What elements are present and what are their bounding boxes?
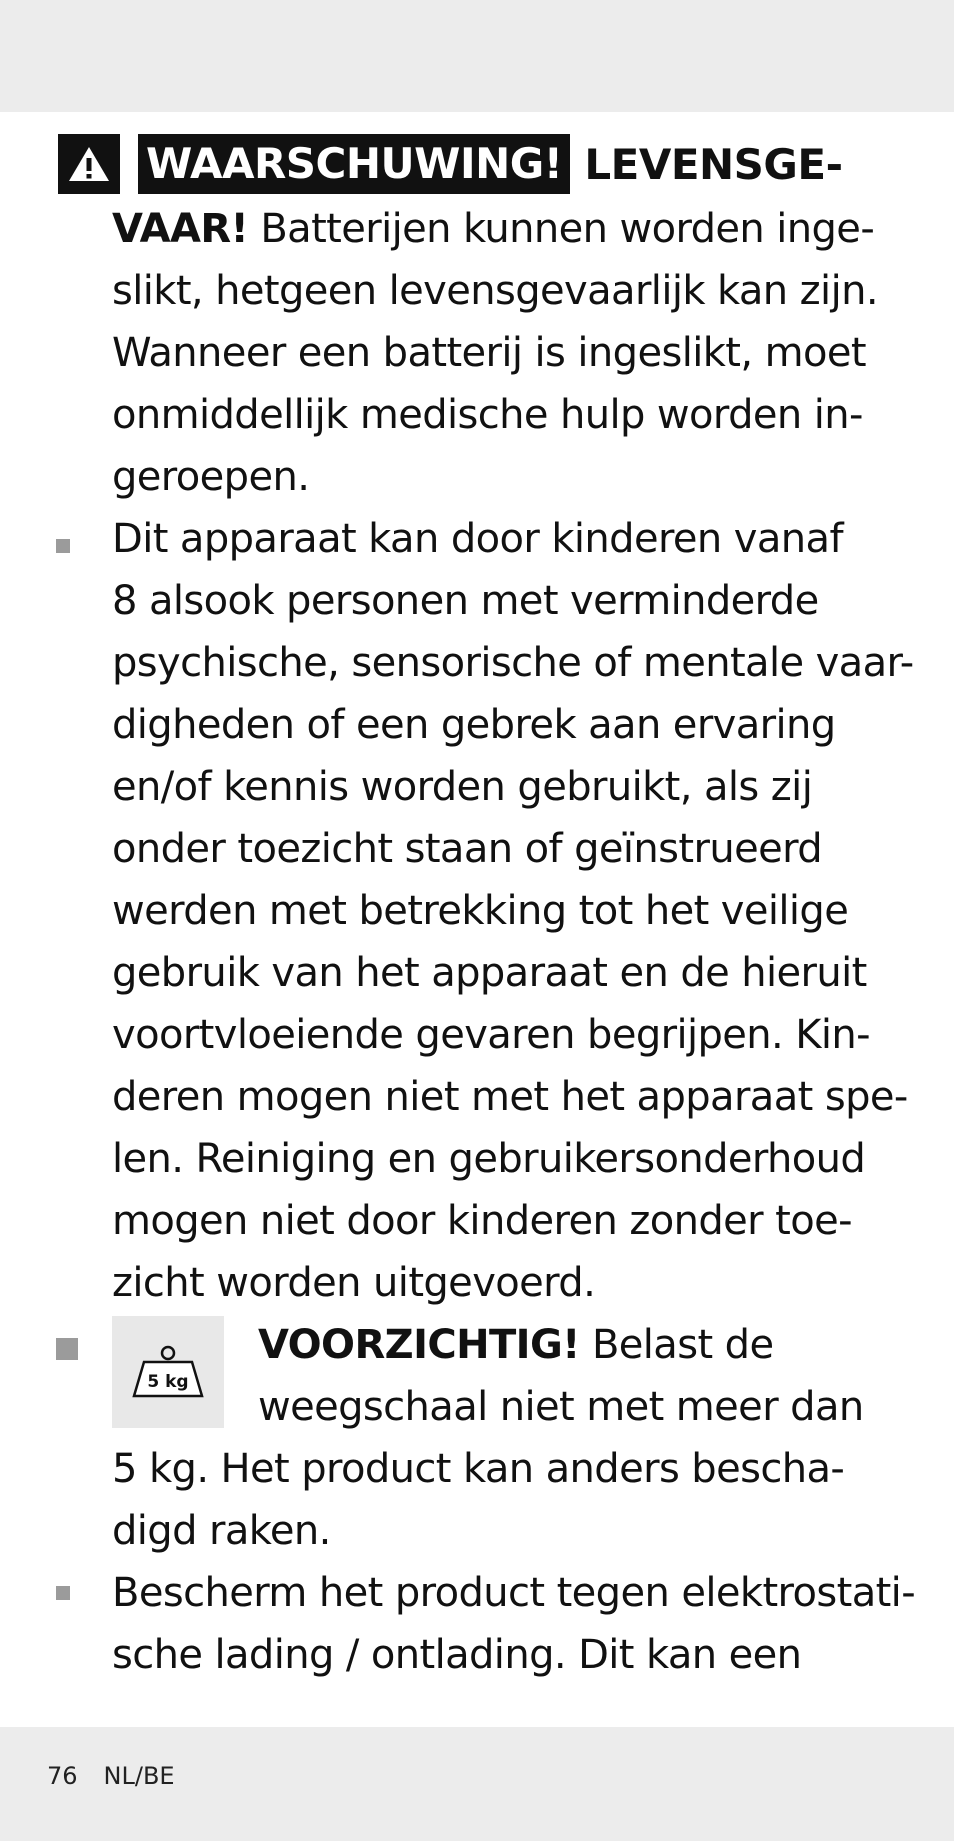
- caution-label: VOORZICHTIG!: [258, 1322, 580, 1368]
- bullet-text-line: voortvloeiende gevaren begrijpen. Kin-: [112, 1012, 871, 1058]
- warning-text-line: Wanneer een batterij is ingeslikt, moet: [112, 330, 866, 376]
- bullet-text-line: deren mogen niet met het apparaat spe-: [112, 1074, 908, 1120]
- bullet-text-line: len. Reiniging en gebruikersonderhoud: [112, 1136, 866, 1182]
- bullet-text-line: sche lading / ontlading. Dit kan een: [112, 1632, 802, 1678]
- bullet-item-children-usage: [0, 508, 954, 1314]
- warning-label: WAARSCHUWING!: [138, 134, 570, 194]
- page-footer: [47, 1762, 201, 1790]
- bullet-square-icon: [56, 539, 70, 553]
- caution-text-line: weegschaal niet met meer dan: [258, 1384, 864, 1430]
- bullet-text-line: Bescherm het product tegen elektrostati-: [112, 1570, 916, 1616]
- bullet-text-line: en/of kennis worden gebruikt, als zij: [112, 764, 813, 810]
- weight-icon-label: 5 kg: [147, 1372, 189, 1392]
- bullet-text-line: zicht worden uitgevoerd.: [112, 1260, 596, 1306]
- warning-text-line: [0, 198, 954, 260]
- page-content: [0, 130, 954, 1686]
- bullet-text-line: gebruik van het apparaat en de hieruit: [112, 950, 867, 996]
- warning-text-line: slikt, hetgeen levensgevaarlijk kan zijn.: [112, 268, 878, 314]
- top-margin-band: [0, 0, 954, 112]
- bullet-text-line: mogen niet door kinderen zonder toe-: [112, 1198, 852, 1244]
- warning-text-line: geroepen.: [112, 454, 310, 500]
- caution-text: [258, 1314, 864, 1438]
- bullet-item-electrostatic: [0, 1562, 954, 1686]
- caution-block: [0, 1314, 954, 1438]
- bullet-text-line: psychische, sensorische of mentale vaar-: [112, 640, 914, 686]
- language-code: NL/BE: [103, 1762, 175, 1790]
- bullet-text-line: digd raken.: [112, 1508, 331, 1554]
- caution-text-line: [258, 1314, 864, 1376]
- bullet-text-line: werden met betrekking tot het veilige: [112, 888, 849, 934]
- warning-text-line: onmiddellijk medische hulp worden in-: [112, 392, 863, 438]
- bullet-text-line: onder toezicht staan of geïnstrueerd: [112, 826, 823, 872]
- warning-continuation-text: Batterijen kunnen worden inge-: [248, 206, 875, 252]
- page-number: 76: [47, 1762, 78, 1790]
- warning-heading-tail: LEVENSGE-: [584, 139, 843, 189]
- bullet-item-weight-caution: [0, 1314, 954, 1562]
- bullet-text-line: digheden of een gebrek aan ervaring: [112, 702, 836, 748]
- bullet-text-line: 8 alsook personen met verminderde: [112, 578, 819, 624]
- bullet-square-icon: [56, 1586, 70, 1600]
- bullet-text-line: 5 kg. Het product kan anders bescha-: [112, 1446, 845, 1492]
- warning-heading: [58, 130, 954, 198]
- warning-triangle-icon: [58, 134, 120, 194]
- warning-continuation-bold: VAAR!: [112, 206, 249, 252]
- weight-5kg-icon: [112, 1316, 224, 1428]
- caution-first-text: Belast de: [579, 1322, 774, 1368]
- bullet-text-line: Dit apparaat kan door kinderen vanaf: [112, 516, 843, 562]
